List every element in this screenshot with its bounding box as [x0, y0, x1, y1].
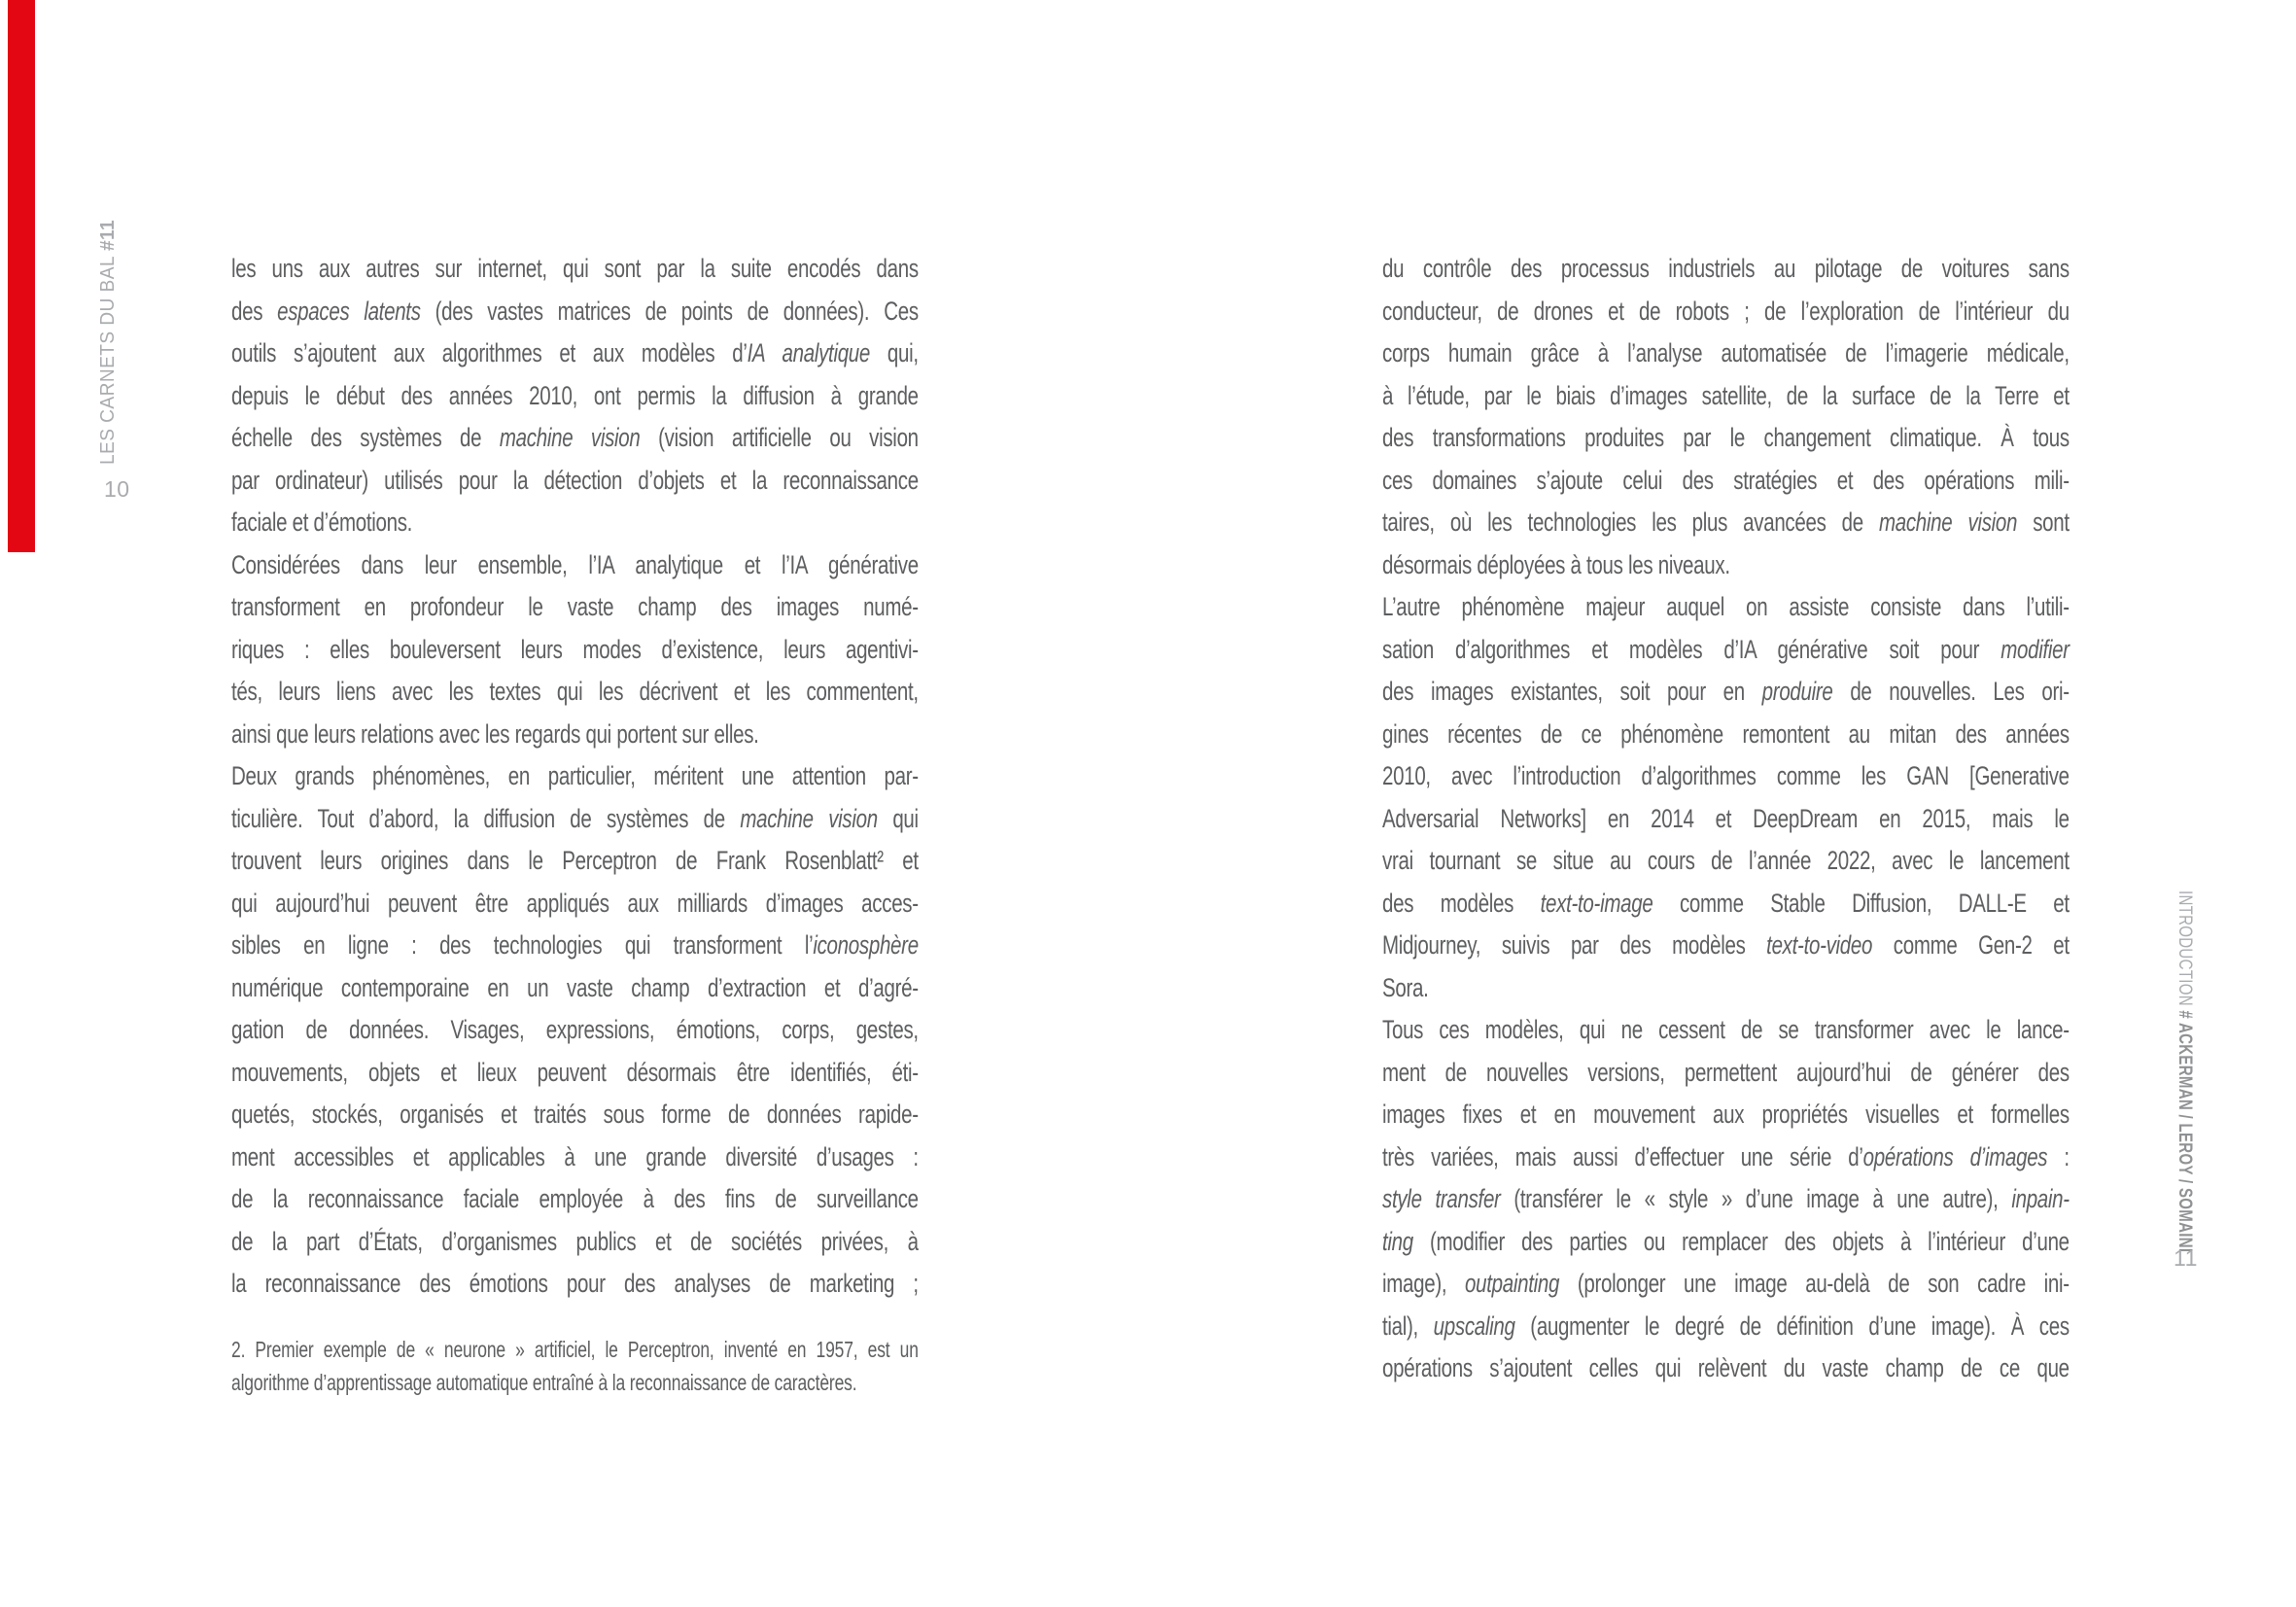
- text-line: [1382, 417, 2070, 460]
- text-run: 2. Premier exemple de « neurone » artificiel, le Perceptron, inventé en 1957, est un: [231, 1337, 919, 1362]
- text-line: [1382, 1052, 2070, 1095]
- right-text-column: [1382, 248, 2070, 1390]
- text-run: des modèles: [1382, 888, 1541, 918]
- italic-text-run: IA analytique: [747, 338, 871, 367]
- text-run: gines récentes de ce phénomène remontent au mitan des années: [1382, 718, 2070, 749]
- text-line: [1382, 629, 2070, 672]
- text-run: la reconnaissance des émotions pour des analyses de marketing ;: [231, 1269, 919, 1298]
- text-run: qui: [877, 803, 919, 833]
- text-line: [231, 967, 919, 1010]
- text-line: [231, 332, 919, 375]
- text-run: ment de nouvelles versions, permettent aujourd’hui de générer des: [1382, 1057, 2070, 1087]
- text-run: à l’étude, par le biais d’images satellite, de la surface de la Terre et: [1382, 380, 2070, 410]
- text-line: [1382, 755, 2070, 798]
- text-line: [231, 1009, 919, 1052]
- text-run: qui aujourd’hui peuvent être appliqués aux milliards d’images acces-: [231, 888, 919, 918]
- text-line: [231, 502, 919, 544]
- text-line: [231, 1221, 919, 1264]
- italic-text-run: ting: [1382, 1226, 1413, 1256]
- italic-text-run: upscaling: [1433, 1310, 1515, 1341]
- series-title: LES CARNETS DU BAL: [97, 251, 119, 465]
- series-number: #11: [97, 219, 119, 252]
- text-run: taires, où les technologies les plus avancées de: [1382, 507, 1879, 537]
- text-line: [1382, 1009, 2070, 1052]
- text-run: (augmenter le degré de définition d’une image). À ces: [1514, 1310, 2070, 1341]
- text-run: comme Gen-2 et: [1872, 930, 2070, 960]
- text-line: [231, 1263, 919, 1306]
- text-line: [231, 925, 919, 967]
- text-run: 2010, avec l’introduction d’algorithmes comme les GAN [Generative: [1382, 761, 2070, 790]
- italic-text-run: text-to-image: [1540, 888, 1653, 918]
- text-line: [1382, 1178, 2070, 1221]
- text-run: conducteur, de drones et de robots ; de l’exploration de l’intérieur du: [1382, 296, 2070, 326]
- text-run: ces domaines s’ajoute celui des stratégies et des opérations mili-: [1382, 465, 2070, 495]
- text-line: [1382, 544, 2070, 587]
- text-line: [231, 1094, 919, 1136]
- text-line: [1382, 586, 2070, 629]
- text-line: [231, 1052, 919, 1095]
- text-line: [1382, 291, 2070, 333]
- italic-text-run: iconosphère: [813, 930, 919, 960]
- text-run: gation de données. Visages, expressions, émotions, corps, gestes,: [231, 1015, 919, 1044]
- text-run: sation d’algorithmes et modèles d’IA générative soit pour: [1382, 634, 2001, 664]
- italic-text-run: opérations d’images: [1862, 1141, 2048, 1171]
- text-run: (modifier des parties ou remplacer des objets à l’intérieur d’une: [1412, 1226, 2070, 1256]
- text-run: numérique contemporaine en un vaste champ d’extraction et d’agré-: [231, 972, 919, 1002]
- text-run: tial),: [1382, 1310, 1434, 1341]
- text-line: [231, 375, 919, 418]
- italic-text-run: machine vision: [1878, 507, 2018, 537]
- text-line: [231, 1178, 919, 1221]
- text-run: images fixes et en mouvement aux propriétés visuelles et formelles: [1382, 1100, 2070, 1129]
- text-run: (transférer le « style » d’une image à une autre),: [1500, 1184, 2012, 1213]
- text-run: Deux grands phénomènes, en particulier, méritent une attention par-: [231, 761, 919, 790]
- text-line: [1382, 883, 2070, 926]
- text-line: [231, 1333, 919, 1366]
- text-line: [1382, 671, 2070, 714]
- text-run: très variées, mais aussi d’effectuer une série d’: [1382, 1141, 1863, 1171]
- page-number-left: 10: [104, 476, 130, 502]
- text-line: [1382, 798, 2070, 841]
- text-line: [231, 629, 919, 672]
- text-line: [1382, 1094, 2070, 1136]
- page-number-right: 11: [2174, 1245, 2198, 1271]
- text-run: quetés, stockés, organisés et traités sous forme de données rapide-: [231, 1100, 919, 1129]
- text-run: corps humain grâce à l’analyse automatisée de l’imagerie médicale,: [1382, 338, 2070, 367]
- text-line: [1382, 1347, 2070, 1390]
- text-line: [1382, 714, 2070, 756]
- text-line: [231, 1136, 919, 1179]
- text-run: comme Stable Diffusion, DALL-E et: [1652, 888, 2070, 918]
- text-line: [1382, 925, 2070, 967]
- text-line: [1382, 375, 2070, 418]
- italic-text-run: produire: [1761, 677, 1833, 706]
- text-run: (prolonger une image au-delà de son cadre ini-: [1559, 1269, 2070, 1298]
- text-line: [1382, 502, 2070, 544]
- text-run: vrai tournant se situe au cours de l’année 2022, avec le lancement: [1382, 846, 2070, 875]
- text-run: Sora.: [1382, 972, 1429, 1002]
- left-text-column: [231, 248, 919, 1306]
- text-run: des transformations produites par le changement climatique. À tous: [1382, 423, 2070, 452]
- left-spine-label: [98, 220, 119, 465]
- italic-text-run: text-to-video: [1766, 930, 1873, 960]
- chapter-title: INTRODUCTION: [2174, 891, 2195, 1011]
- text-run: image),: [1382, 1269, 1466, 1298]
- text-run: depuis le début des années 2010, ont permis la diffusion à grande: [231, 380, 919, 410]
- text-run: des: [231, 296, 278, 326]
- text-line: [1382, 460, 2070, 503]
- text-line: [1382, 1306, 2070, 1348]
- text-line: [231, 417, 919, 460]
- text-run: de la reconnaissance faciale employée à des fins de surveillance: [231, 1184, 919, 1213]
- text-line: [1382, 332, 2070, 375]
- text-run: :: [2047, 1141, 2070, 1171]
- text-run: Midjourney, suivis par des modèles: [1382, 930, 1767, 960]
- text-run: tés, leurs liens avec les textes qui les décrivent et les commentent,: [231, 677, 919, 706]
- text-line: [1382, 1136, 2070, 1179]
- italic-text-run: style transfer: [1382, 1184, 1501, 1213]
- text-run: des images existantes, soit pour en: [1382, 677, 1762, 706]
- text-run: algorithme d’apprentissage automatique entraîné à la reconnaissance de caractères.: [231, 1370, 857, 1395]
- text-run: du contrôle des processus industriels au pilotage de voitures sans: [1382, 254, 2070, 283]
- italic-text-run: outpainting: [1465, 1269, 1560, 1298]
- text-run: Tous ces modèles, qui ne cessent de se transformer avec le lance-: [1382, 1015, 2070, 1044]
- text-line: [231, 714, 919, 756]
- text-line: [231, 883, 919, 926]
- text-run: opérations s’ajoutent celles qui relèvent du vaste champ de ce que: [1382, 1353, 2070, 1382]
- text-run: Adversarial Networks] en 2014 et DeepDream en 2015, mais le: [1382, 803, 2070, 833]
- italic-text-run: modifier: [2000, 634, 2070, 664]
- text-run: ticulière. Tout d’abord, la diffusion de systèmes de: [231, 803, 741, 833]
- text-line: [231, 544, 919, 587]
- text-run: transforment en profondeur le vaste champ des images numé-: [231, 592, 919, 621]
- text-line: [231, 798, 919, 841]
- text-run: sont: [2017, 507, 2070, 537]
- text-run: de la part d’États, d’organismes publics et de sociétés privées, à: [231, 1226, 919, 1256]
- text-line: [231, 1366, 919, 1399]
- text-run: riques : elles bouleversent leurs modes d’existence, leurs agentivi-: [231, 634, 919, 664]
- text-run: de nouvelles. Les ori-: [1832, 677, 2070, 706]
- text-line: [231, 460, 919, 503]
- text-run: trouvent leurs origines dans le Perceptron de Frank Rosenblatt² et: [231, 846, 919, 875]
- text-run: Considérées dans leur ensemble, l’IA analytique et l’IA générative: [231, 549, 919, 579]
- text-line: [1382, 967, 2070, 1010]
- text-run: échelle des systèmes de: [231, 423, 500, 452]
- text-run: L’autre phénomène majeur auquel on assiste consiste dans l’utili-: [1382, 592, 2070, 621]
- text-run: par ordinateur) utilisés pour la détection d’objets et la reconnaissance: [231, 465, 919, 495]
- text-line: [231, 840, 919, 883]
- text-run: les uns aux autres sur internet, qui sont par la suite encodés dans: [231, 254, 919, 283]
- right-spine-label: [2174, 891, 2195, 1252]
- red-accent-bar: [8, 0, 35, 552]
- footnote: [231, 1333, 919, 1399]
- text-run: ainsi que leurs relations avec les regards qui portent sur elles.: [231, 718, 759, 749]
- authors-label: # ACKERMAN / LEROY / SOMAINI: [2174, 1010, 2195, 1253]
- italic-text-run: machine vision: [740, 803, 878, 833]
- text-line: [1382, 1221, 2070, 1264]
- text-line: [231, 755, 919, 798]
- text-run: qui,: [870, 338, 919, 367]
- text-line: [231, 291, 919, 333]
- text-run: faciale et d’émotions.: [231, 507, 413, 537]
- text-line: [1382, 248, 2070, 291]
- italic-text-run: espaces latents: [277, 296, 421, 326]
- text-run: outils s’ajoutent aux algorithmes et aux modèles d’: [231, 338, 748, 367]
- text-run: désormais déployées à tous les niveaux.: [1382, 549, 1730, 579]
- italic-text-run: machine vision: [499, 423, 641, 452]
- italic-text-run: inpain-: [2011, 1184, 2070, 1213]
- text-line: [1382, 1263, 2070, 1306]
- text-line: [231, 586, 919, 629]
- text-run: mouvements, objets et lieux peuvent désormais être identifiés, éti-: [231, 1057, 919, 1087]
- text-run: (des vastes matrices de points de données). Ces: [420, 296, 919, 326]
- text-run: sibles en ligne : des technologies qui transforment l’: [231, 930, 814, 960]
- text-run: (vision artificielle ou vision: [640, 423, 919, 452]
- text-run: ment accessibles et applicables à une grande diversité d’usages :: [231, 1141, 919, 1171]
- text-line: [231, 248, 919, 291]
- text-line: [1382, 840, 2070, 883]
- text-line: [231, 671, 919, 714]
